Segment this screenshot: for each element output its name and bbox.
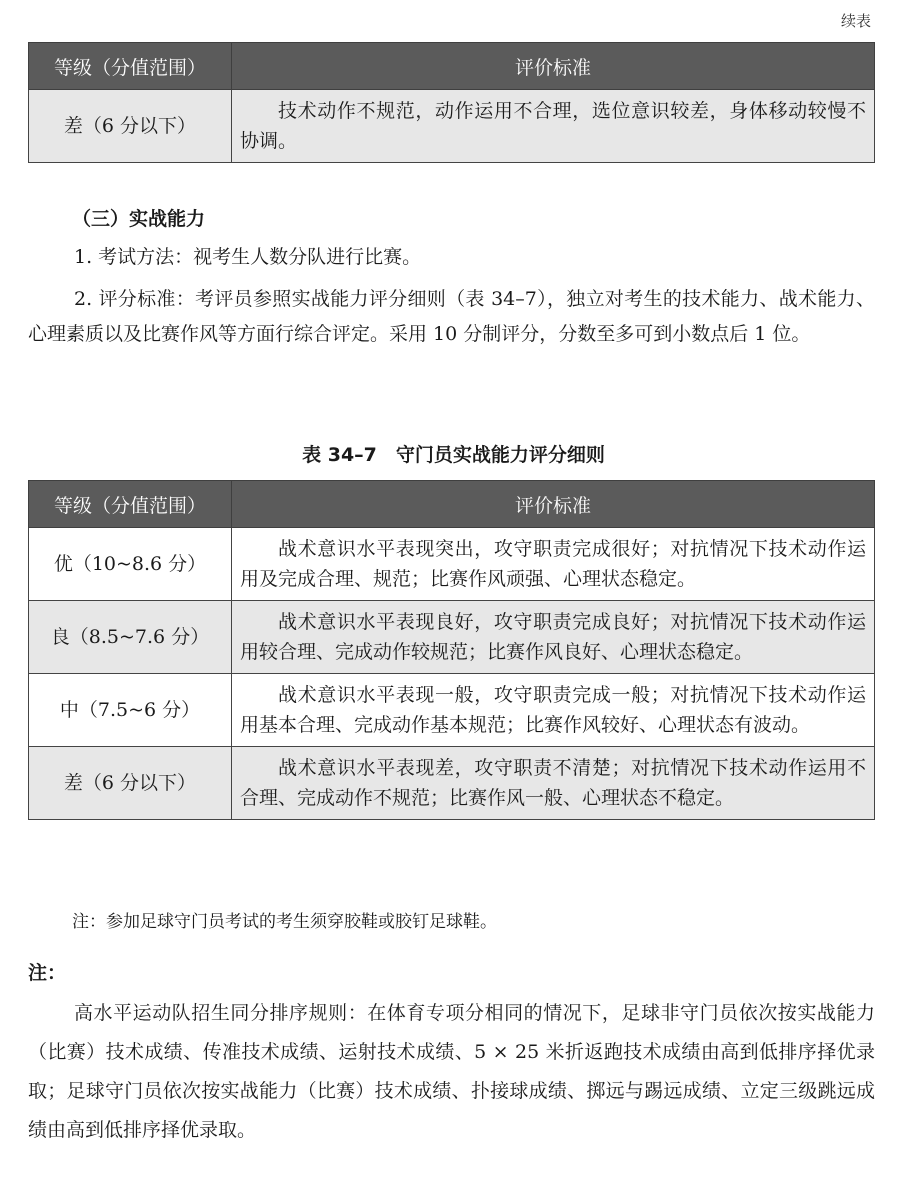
- header-level: 等级（分值范围）: [29, 43, 232, 90]
- criteria-cell: 战术意识水平表现突出，攻守职责完成很好；对抗情况下技术动作运用及完成合理、规范；比赛作风顽强、心理状态稳定。: [232, 528, 875, 601]
- table-header-row: [29, 481, 875, 528]
- level-cell: 差（6 分以下）: [29, 90, 232, 163]
- level-cell: 良（8.5~7.6 分）: [29, 601, 232, 674]
- level-cell: 中（7.5~6 分）: [29, 674, 232, 747]
- table-caption: 表 34–7 守门员实战能力评分细则: [302, 444, 605, 466]
- table-row: [29, 747, 875, 820]
- section-heading: （三）实战能力: [72, 208, 206, 230]
- table-row: [29, 674, 875, 747]
- header-criteria: 评价标准: [232, 43, 875, 90]
- goalkeeper-grading-table: [28, 480, 875, 820]
- note-heading: 注：: [28, 962, 67, 984]
- grade-table-continued: [28, 42, 875, 163]
- header-criteria: 评价标准: [232, 481, 875, 528]
- table-row: [29, 601, 875, 674]
- level-cell: 优（10~8.6 分）: [29, 528, 232, 601]
- criteria-cell: 战术意识水平表现良好，攻守职责完成良好；对抗情况下技术动作运用较合理、完成动作较规范；比赛作风良好、心理状态稳定。: [232, 601, 875, 674]
- table-note: 注：参加足球守门员考试的考生须穿胶鞋或胶钉足球鞋。: [72, 912, 497, 932]
- continuation-label: 续表: [840, 12, 871, 30]
- criteria-cell: 战术意识水平表现差，攻守职责不清楚；对抗情况下技术动作运用不合理、完成动作不规范；比赛作风一般、心理状态不稳定。: [232, 747, 875, 820]
- tie-break-rules-paragraph: 高水平运动队招生同分排序规则：在体育专项分相同的情况下，足球非守门员依次按实战能力（比赛）技术成绩、传准技术成绩、运射技术成绩、5 × 25 米折返跑技术成绩由高到低排序择优录取；足球守门员依次按实战能力（比赛）技术成绩、扑接球成绩、掷远与踢远成绩、立定三级跳远成绩由高到低排序择优录取。: [28, 1002, 875, 1141]
- table-row: [29, 90, 875, 163]
- header-level: 等级（分值范围）: [29, 481, 232, 528]
- table-header-row: [29, 43, 875, 90]
- level-cell: 差（6 分以下）: [29, 747, 232, 820]
- exam-method-paragraph: 1. 考试方法：视考生人数分队进行比赛。: [74, 246, 422, 268]
- table-row: [29, 528, 875, 601]
- scoring-standard-paragraph: 2. 评分标准：考评员参照实战能力评分细则（表 34–7），独立对考生的技术能力、战术能力、心理素质以及比赛作风等方面行综合评定。采用 10 分制评分，分数至多可到小数点后 1 位。: [28, 288, 875, 345]
- criteria-cell: 技术动作不规范，动作运用不合理，选位意识较差，身体移动较慢不协调。: [232, 90, 875, 163]
- criteria-cell: 战术意识水平表现一般，攻守职责完成一般；对抗情况下技术动作运用基本合理、完成动作基本规范；比赛作风较好、心理状态有波动。: [232, 674, 875, 747]
